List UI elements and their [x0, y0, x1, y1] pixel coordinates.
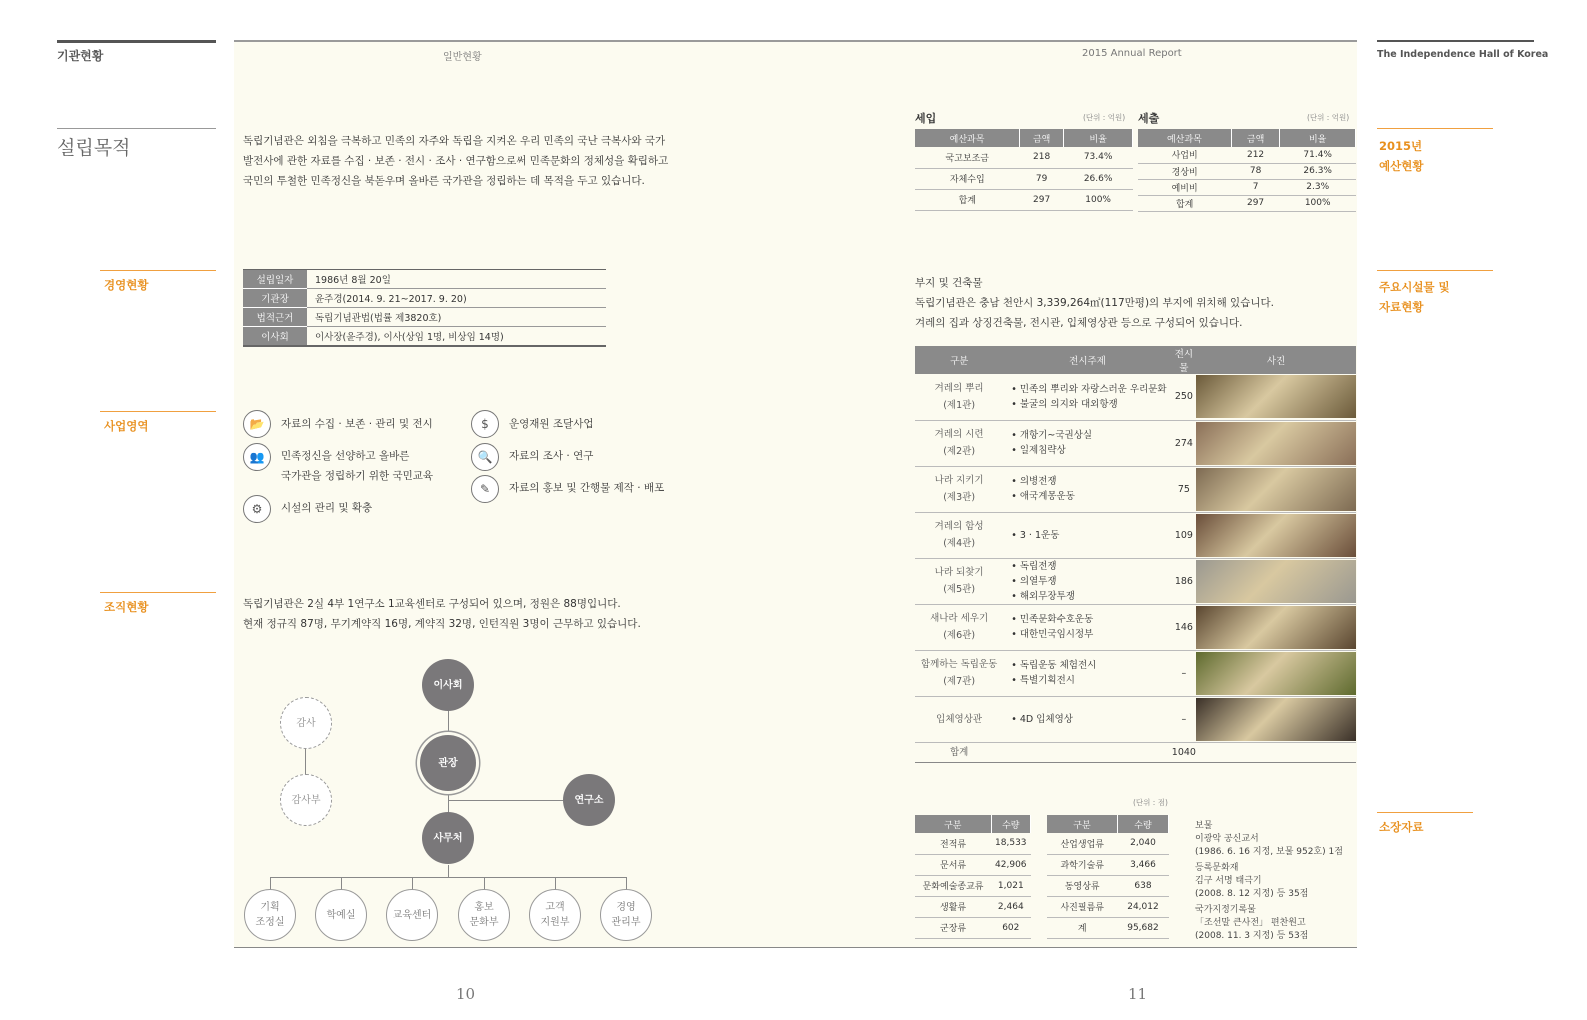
org-connector: [448, 800, 565, 801]
expense-unit: (단위 : 억원): [1307, 113, 1350, 122]
hall-name-line: 함께하는 독립운동: [920, 659, 998, 670]
cell: 동영상류: [1047, 875, 1117, 896]
table-row: [915, 374, 1356, 420]
management-table: [243, 269, 606, 347]
hall-photo-cell: [1196, 420, 1356, 466]
exhibit-count: 146: [1172, 604, 1196, 650]
dept-line: 관리부: [611, 917, 641, 928]
cell: 100%: [1280, 195, 1356, 211]
cell: 218: [1020, 147, 1064, 168]
table-header-row: [915, 346, 1356, 374]
hall-name: [915, 466, 1003, 512]
hall-photo: [1196, 468, 1356, 511]
collection-notes: [1195, 820, 1343, 943]
hall-photo-cell: [1196, 558, 1356, 604]
people-icon: 👥: [243, 443, 271, 471]
column-header: 수량: [991, 815, 1030, 833]
dept-line: 기획: [260, 902, 280, 913]
hall-topics: [1003, 604, 1172, 650]
purpose-line: 발전사에 관한 자료를 수집 · 보존 · 전시 · 조사 · 연구함으로써 민족문화의 정체성을 확립하고: [243, 155, 669, 167]
note-title: 국가지정기록물: [1195, 905, 1256, 915]
topic-line: • 4D 입체영상: [1011, 713, 1073, 725]
cell: 2.3%: [1280, 179, 1356, 195]
cell: 26.3%: [1280, 163, 1356, 179]
business-rule: [100, 411, 216, 412]
table-row: [915, 604, 1356, 650]
note-title: 등록문화재: [1195, 863, 1239, 873]
table-row: [1138, 147, 1356, 163]
business-item: 자료의 조사 · 연구: [509, 450, 594, 462]
column-header: 비율: [1064, 129, 1133, 147]
topic-line: • 대한민국임시정부: [1011, 629, 1094, 640]
cell: 전적류: [915, 833, 991, 854]
cell: 예비비: [1138, 179, 1231, 195]
hall-topics: [1003, 374, 1172, 420]
org-connector: [448, 709, 449, 733]
table-row: [915, 466, 1356, 512]
cell: 사진필름류: [1047, 896, 1117, 917]
header-annual-report: 2015 Annual Report: [1082, 48, 1182, 59]
cell: 73.4%: [1064, 147, 1133, 168]
cell: 212: [1231, 147, 1280, 163]
cell: 군장류: [915, 917, 991, 938]
row-value: 이사장(윤주경), 이사(상임 1명, 비상임 14명): [307, 327, 606, 346]
exhibit-count: 274: [1172, 420, 1196, 466]
business-item: 운영재원 조달사업: [509, 418, 594, 430]
header-org-name: The Independence Hall of Korea: [1377, 49, 1549, 60]
dept-line: 조정실: [255, 917, 285, 928]
table-header-row: [1047, 815, 1169, 833]
cell: 78: [1231, 163, 1280, 179]
business-item-line: 국가관을 정립하기 위한 국민교육: [281, 470, 434, 482]
exhibit-count: 186: [1172, 558, 1196, 604]
facilities-intro: [915, 273, 1274, 333]
hall-name: [915, 604, 1003, 650]
cell: 297: [1020, 189, 1064, 210]
org-node-director: 관장: [420, 735, 476, 791]
purpose-title: 설립목적: [57, 137, 131, 159]
cell: 2,464: [991, 896, 1030, 917]
table-row: [1138, 163, 1356, 179]
exhibit-count: 109: [1172, 512, 1196, 558]
topic-line: • 애국계몽운동: [1011, 491, 1075, 502]
table-row: [915, 833, 1031, 854]
topic-line: • 의열투쟁: [1011, 575, 1057, 587]
collection-table-right: [1047, 815, 1169, 939]
cell: 합계: [915, 189, 1020, 210]
topic-line: • 특별기획전시: [1011, 675, 1075, 686]
table-row: [1047, 875, 1169, 896]
cell: 79: [1020, 168, 1064, 189]
column-header: 구분: [915, 346, 1003, 374]
business-item: 자료의 홍보 및 간행물 제작 · 배포: [509, 482, 665, 494]
hall-name: [915, 420, 1003, 466]
cell: 경상비: [1138, 163, 1231, 179]
note-block: [1195, 820, 1343, 859]
hall-photo-cell: [1196, 696, 1356, 742]
cell: 42,906: [991, 854, 1030, 875]
org-node-institute: 연구소: [563, 774, 615, 826]
column-header: 구분: [1047, 815, 1117, 833]
dept-line: 문화부: [469, 917, 499, 928]
hall-photo-cell: [1196, 512, 1356, 558]
hall-name-line: 새나라 세우기: [930, 613, 989, 624]
hall-number: (제4관): [943, 538, 976, 549]
cell: 생활류: [915, 896, 991, 917]
hall-photo: [1196, 698, 1356, 741]
hall-topics: [1003, 558, 1172, 604]
table-header-row: [1138, 129, 1356, 147]
budget-label-line2: 예산현황: [1379, 159, 1424, 173]
topic-line: • 개항기~국권상실: [1011, 430, 1093, 441]
facility-label: [1379, 277, 1450, 317]
hall-topics: [1003, 420, 1172, 466]
facility-label-line1: 주요시설물 및: [1379, 280, 1450, 294]
table-row: [1047, 833, 1169, 854]
collection-label: 소장자료: [1379, 820, 1424, 834]
table-row: [1047, 896, 1169, 917]
page-number-left: 10: [456, 985, 476, 1003]
cell: 과학기술류: [1047, 854, 1117, 875]
cell: 국고보조금: [915, 147, 1020, 168]
table-row: [915, 875, 1031, 896]
column-header: 예산과목: [915, 129, 1020, 147]
facility-rule: [1377, 270, 1493, 271]
right-header-rule: [1377, 40, 1534, 42]
row-value: 1986년 8월 20일: [307, 270, 606, 289]
table-header-row: [915, 129, 1133, 147]
hall-name-line: 겨레의 함성: [934, 521, 984, 532]
table-row: [243, 308, 606, 327]
org-dept-customer: [529, 889, 581, 941]
hall-name-line: 겨레의 시련: [934, 429, 984, 440]
table-total-row: [915, 742, 1356, 762]
dept-line: 지원부: [540, 917, 570, 928]
hall-photo-cell: [1196, 374, 1356, 420]
column-header: 금액: [1020, 129, 1064, 147]
topic-line: • 해외무장투쟁: [1011, 590, 1075, 602]
cell: 3,466: [1117, 854, 1168, 875]
org-node-audit: 감사: [280, 697, 332, 749]
cell: 71.4%: [1280, 147, 1356, 163]
hall-topics: [1003, 466, 1172, 512]
table-row: [243, 327, 606, 346]
expense-title: 세출: [1138, 112, 1160, 125]
note-line: (2008. 11. 3 지정) 등 53점: [1195, 931, 1309, 941]
row-label: 설립일자: [243, 270, 307, 289]
cell: 자체수입: [915, 168, 1020, 189]
column-header: 수량: [1117, 815, 1168, 833]
purpose-line: 독립기념관은 외침을 극복하고 민족의 자주와 독립을 지켜온 우리 민족의 국난 극복사와 국가: [243, 135, 666, 147]
total-label: 합계: [915, 742, 1003, 762]
exhibit-count: 250: [1172, 374, 1196, 420]
cell: 합계: [1138, 195, 1231, 211]
cell: 문서류: [915, 854, 991, 875]
org-dept-pr: [458, 889, 510, 941]
column-header: 전시물: [1172, 346, 1196, 374]
hall-number: (제1관): [943, 399, 976, 411]
cell: 100%: [1064, 189, 1133, 210]
hall-name: [915, 558, 1003, 604]
folder-icon: 📂: [243, 410, 271, 438]
hall-name-line: 입체영상관: [936, 713, 983, 725]
collection-table-left: [915, 815, 1031, 939]
hall-photo: [1196, 514, 1356, 557]
facilities-title: 부지 및 건축물: [915, 277, 983, 289]
hall-photo-cell: [1196, 604, 1356, 650]
organization-paragraph: [243, 594, 641, 634]
collection-unit: (단위 : 점): [1133, 798, 1168, 807]
hall-photo: [1196, 422, 1356, 465]
organization-line: 독립기념관은 2실 4부 1연구소 1교육센터로 구성되어 있으며, 정원은 88명입니다.: [243, 598, 621, 610]
organization-line: 현재 정규직 87명, 무기계약직 16명, 계약직 32명, 인턴직원 3명이 근무하고 있습니다.: [243, 618, 641, 630]
total-value: 1040: [1172, 742, 1196, 762]
org-dept-planning: [244, 889, 296, 941]
hall-photo: [1196, 652, 1356, 695]
table-row: [1138, 179, 1356, 195]
hall-name-line: 나라 지키기: [934, 475, 984, 486]
moneybag-icon: $: [471, 410, 499, 438]
dept-line: 경영: [616, 902, 636, 913]
cell: 26.6%: [1064, 168, 1133, 189]
hall-name-line: 겨레의 뿌리: [934, 382, 984, 394]
column-header: 구분: [915, 815, 991, 833]
topic-line: • 의병전쟁: [1011, 476, 1057, 487]
hall-number: (제2관): [943, 446, 976, 457]
column-header: 사진: [1196, 346, 1356, 374]
budget-label: [1379, 136, 1423, 176]
cell: 18,533: [991, 833, 1030, 854]
cell: 문화예술종교류: [915, 875, 991, 896]
cell: 638: [1117, 875, 1168, 896]
hall-topics: [1003, 650, 1172, 696]
cell: [1196, 742, 1356, 762]
table-row: [243, 289, 606, 308]
hall-photo: [1196, 375, 1356, 418]
hall-name: [915, 512, 1003, 558]
org-node-secretariat: 사무처: [422, 812, 474, 864]
table-row: [915, 147, 1133, 168]
dept-line: 고객: [545, 902, 565, 913]
row-value: 독립기념관법(법률 제3820호): [307, 308, 606, 327]
exhibit-count: –: [1172, 650, 1196, 696]
note-line: 이광악 공신교서: [1195, 834, 1259, 844]
column-header: 전시주제: [1003, 346, 1172, 374]
hall-topics: [1003, 696, 1172, 742]
organization-label: 조직현황: [104, 600, 149, 614]
note-line: 「조선말 큰사전」 편찬원고: [1195, 918, 1306, 928]
table-row: [915, 512, 1356, 558]
business-item: [281, 446, 433, 486]
table-row: [915, 650, 1356, 696]
cell: 95,682: [1117, 917, 1168, 938]
facilities-line: 겨레의 집과 상징건축물, 전시관, 입체영상관 등으로 구성되어 있습니다.: [915, 317, 1243, 329]
hall-name: [915, 650, 1003, 696]
hall-photo: [1196, 606, 1356, 649]
bottom-rule: [234, 947, 1357, 948]
management-label: 경영현황: [104, 278, 149, 292]
table-header-row: [915, 815, 1031, 833]
cell: 산업생업류: [1047, 833, 1117, 854]
table-row: [915, 189, 1133, 210]
header-subsection: 일반현황: [443, 52, 482, 63]
gears-icon: ⚙: [243, 495, 271, 523]
purpose-line: 국민의 투철한 민족정신을 북돋우며 올바른 국가관을 정립하는 데 목적을 두고 있습니다.: [243, 175, 645, 187]
hall-topics: [1003, 512, 1172, 558]
dept-line: 교육센터: [392, 909, 432, 921]
note-block: [1195, 862, 1343, 901]
table-row: [243, 270, 606, 289]
hall-name-line: 나라 되찾기: [934, 567, 984, 578]
management-rule: [100, 270, 216, 271]
revenue-unit: (단위 : 억원): [1083, 113, 1126, 122]
org-connector: [270, 877, 627, 878]
budget-label-line1: 2015년: [1379, 139, 1423, 153]
dept-line: 홍보: [474, 902, 494, 913]
dept-line: 학예실: [326, 909, 356, 921]
table-row: [915, 696, 1356, 742]
row-label: 법적근거: [243, 308, 307, 327]
hall-number: (제3관): [943, 492, 976, 503]
hall-name: [915, 374, 1003, 420]
hall-number: (제5관): [943, 584, 976, 595]
cell: 사업비: [1138, 147, 1231, 163]
cell: 24,012: [1117, 896, 1168, 917]
table-row: [915, 558, 1356, 604]
cell: 7: [1231, 179, 1280, 195]
row-value: 윤주경(2014. 9. 21~2017. 9. 20): [307, 289, 606, 308]
topic-line: • 독립운동 체험전시: [1011, 660, 1097, 671]
revenue-title: 세입: [915, 112, 937, 125]
business-item: 자료의 수집 · 보존 · 관리 및 전시: [281, 418, 433, 430]
note-line: (1986. 6. 16 지정, 보물 952호) 1점: [1195, 847, 1343, 857]
row-label: 이사회: [243, 327, 307, 346]
purpose-rule: [57, 128, 216, 129]
table-row: [915, 420, 1356, 466]
business-label: 사업영역: [104, 419, 149, 433]
note-title: 보물: [1195, 821, 1213, 831]
purpose-paragraph: [243, 131, 683, 191]
hall-name: [915, 696, 1003, 742]
expense-table: [1138, 129, 1356, 212]
table-row: [1047, 917, 1169, 938]
org-connector: [448, 865, 449, 877]
edit-icon: ✎: [471, 475, 499, 503]
hall-number: (제7관): [943, 676, 976, 687]
row-label: 기관장: [243, 289, 307, 308]
column-header: 금액: [1231, 129, 1280, 147]
hall-number: (제6관): [943, 630, 976, 641]
cell: 297: [1231, 195, 1280, 211]
table-row: [915, 896, 1031, 917]
table-row: [1138, 195, 1356, 211]
page-number-right: 11: [1128, 985, 1148, 1003]
left-header-rule: [57, 40, 216, 43]
business-item: 시설의 관리 및 확충: [281, 502, 373, 514]
org-node-board: 이사회: [422, 659, 474, 711]
org-node-audit-dept: 감사부: [280, 774, 332, 826]
note-line: (2008. 8. 12 지정) 등 35점: [1195, 889, 1309, 899]
column-header: 예산과목: [1138, 129, 1231, 147]
revenue-table: [915, 129, 1133, 211]
collection-rule: [1377, 812, 1473, 813]
column-header: 비율: [1280, 129, 1356, 147]
hall-photo-cell: [1196, 650, 1356, 696]
topic-line: • 민족문화수호운동: [1011, 614, 1094, 625]
cell: 2,040: [1117, 833, 1168, 854]
facilities-table: [915, 346, 1356, 763]
facilities-line: 독립기념관은 충남 천안시 3,339,264㎡(117만평)의 부지에 위치해 있습니다.: [915, 297, 1274, 309]
exhibit-count: –: [1172, 696, 1196, 742]
table-row: [915, 168, 1133, 189]
cell: 계: [1047, 917, 1117, 938]
hall-photo-cell: [1196, 466, 1356, 512]
table-row: [915, 854, 1031, 875]
org-dept-management: [600, 889, 652, 941]
organization-rule: [100, 592, 216, 593]
table-row: [1047, 854, 1169, 875]
topic-line: • 일제침략상: [1011, 445, 1066, 456]
research-icon: 🔍: [471, 443, 499, 471]
org-dept-education: [386, 889, 438, 941]
topic-line: • 불굴의 의지와 대외항쟁: [1011, 398, 1118, 410]
cell: 602: [991, 917, 1030, 938]
budget-rule: [1377, 128, 1493, 129]
note-block: [1195, 904, 1343, 943]
cell: [1003, 742, 1172, 762]
topic-line: • 민족의 뿌리와 자랑스러운 우리문화: [1011, 383, 1167, 395]
note-line: 김구 서명 태극기: [1195, 876, 1262, 886]
cell: 1,021: [991, 875, 1030, 896]
table-row: [915, 917, 1031, 938]
topic-line: • 3 · 1운동: [1011, 529, 1060, 541]
top-rule: [234, 40, 1357, 42]
header-section-label: 기관현황: [57, 49, 104, 63]
topic-line: • 독립전쟁: [1011, 560, 1057, 572]
business-item-line: 민족정신을 선양하고 올바른: [281, 450, 410, 462]
hall-photo: [1196, 560, 1356, 603]
facility-label-line2: 자료현황: [1379, 300, 1424, 314]
org-dept-curation: [315, 889, 367, 941]
exhibit-count: 75: [1172, 466, 1196, 512]
